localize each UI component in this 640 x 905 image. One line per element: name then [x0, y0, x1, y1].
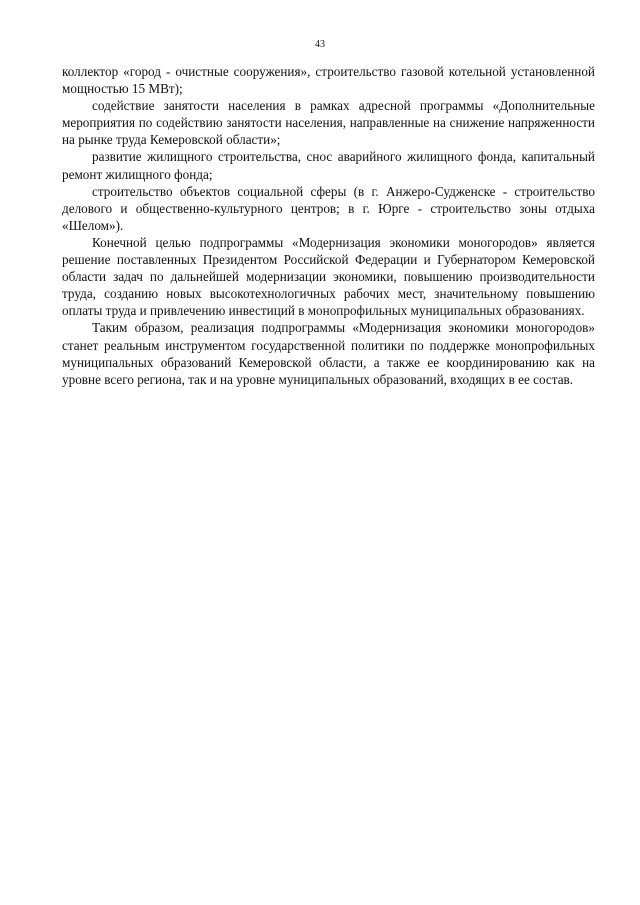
paragraph-housing: развитие жилищного строительства, снос аварийного жилищного фонда, капитальный ремонт жилищного фонда; — [62, 149, 595, 182]
document-body — [62, 63, 595, 388]
paragraph-social-facilities: строительство объектов социальной сферы (в г. Анжеро-Судженске - строительство делового и общественно-культурного центров; в г. Юрге - строительство зоны отдыха «Шелом»). — [62, 183, 595, 233]
paragraph-employment: содействие занятости населения в рамках адресной программы «Дополнительные мероприятия по содействию занятости населения, направленные на снижение напряженности на рынке труда Кемеровской области»; — [62, 98, 595, 148]
paragraph-conclusion: Таким образом, реализация подпрограммы «Модернизация экономики моногородов» станет реальным инструментом государственной политики по поддержке монопрофильных муниципальных образований Кемеровской области, а также ее координированию как на уровне всего региона, так и на уровне муниципальных образований, входящих в ее состав. — [62, 320, 595, 387]
page-number: 43 — [315, 39, 325, 50]
paragraph-continuation: коллектор «город - очистные сооружения», строительство газовой котельной установленной мощностью 15 МВт); — [62, 64, 595, 97]
paragraph-goal: Конечной целью подпрограммы «Модернизация экономики моногородов» является решение поставленных Президентом Российской Федерации и Губернатором Кемеровской области задач по дальнейшей модернизации экономики, повышению производительности труда, созданию новых высокотехнологичных рабочих мест, значительному повышению оплаты труда и привлечению инвестиций в монопрофильных муниципальных образованиях. — [62, 234, 595, 319]
